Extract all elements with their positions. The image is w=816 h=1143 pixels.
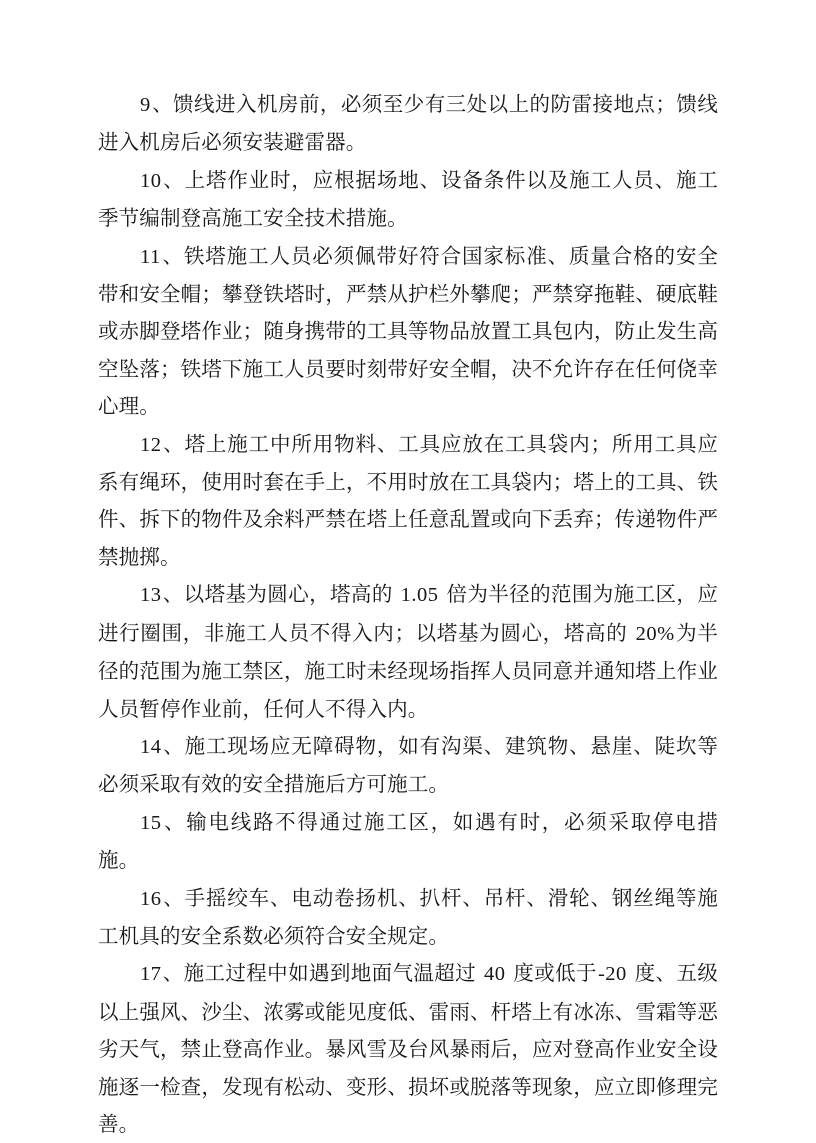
paragraph-16: 16、手摇绞车、电动卷扬机、扒杆、吊杆、滑轮、钢丝绳等施工机具的安全系数必须符合安全规定。 <box>98 885 718 948</box>
numeric-value: 14 <box>140 735 162 758</box>
paragraph-10: 10、上塔作业时，应根据场地、设备条件以及施工人员、施工季节编制登高施工安全技术措施。 <box>98 167 718 231</box>
numeric-value: -20 <box>597 963 627 986</box>
numeric-value: 15 <box>140 811 162 834</box>
numeric-value: 17 <box>140 963 162 986</box>
numeric-value: 12 <box>140 433 162 456</box>
numeric-value: 10 <box>140 169 162 192</box>
numeric-value: 40 <box>483 963 506 986</box>
numeric-value: 16 <box>140 887 162 910</box>
numeric-value: 9 <box>140 94 151 116</box>
paragraph-12: 12、塔上施工中所用物料、工具应放在工具袋内；所用工具应系有绳环，使用时套在手上，不用时放在工具袋内；塔上的工具、铁件、拆下的物件及余料严禁在塔上任意乱置或向下丢弃；传递物件严禁抛掷。 <box>98 431 718 569</box>
numeric-value: 20% <box>635 622 675 645</box>
numeric-value: 11 <box>140 245 161 268</box>
paragraph-9: 9、馈线进入机房前，必须至少有三处以上的防雷接地点；馈线进入机房后必须安装避雷器。 <box>98 92 718 155</box>
paragraph-13: 13、以塔基为圆心，塔高的 1.05 倍为半径的范围为施工区，应进行圈围，非施工人员不得入内；以塔基为圆心，塔高的 20%为半径的范围为施工禁区，施工时未经现场指挥人员同意并通知塔上作业人员暂停作业前，任何人不得入内。 <box>98 582 718 721</box>
numeric-value: 13 <box>140 584 162 607</box>
paragraph-14: 14、施工现场应无障碍物，如有沟渠、建筑物、悬崖、陡坎等必须采取有效的安全措施后方可施工。 <box>98 733 718 797</box>
paragraph-17: 17、施工过程中如遇到地面气温超过 40 度或低于-20 度、五级以上强风、沙尘、浓雾或能见度低、雷雨、杆塔上有冰冻、雪霜等恶劣天气，禁止登高作业。暴风雪及台风暴雨后，应对登高作业安全设施逐一检查，发现有松动、变形、损坏或脱落等现象，应立即修理完善。 <box>98 961 718 1136</box>
document-body <box>98 86 718 1143</box>
paragraph-11: 11、铁塔施工人员必须佩带好符合国家标准、质量合格的安全带和安全帽；攀登铁塔时，严禁从护栏外攀爬；严禁穿拖鞋、硬底鞋或赤脚登塔作业；随身携带的工具等物品放置工具包内，防止发生高空坠落；铁塔下施工人员要时刻带好安全帽，决不允许存在任何侥幸心理。 <box>98 243 718 419</box>
numeric-value: 1.05 <box>400 584 439 607</box>
paragraph-15: 15、输电线路不得通过施工区，如遇有时，必须采取停电措施。 <box>98 809 718 873</box>
